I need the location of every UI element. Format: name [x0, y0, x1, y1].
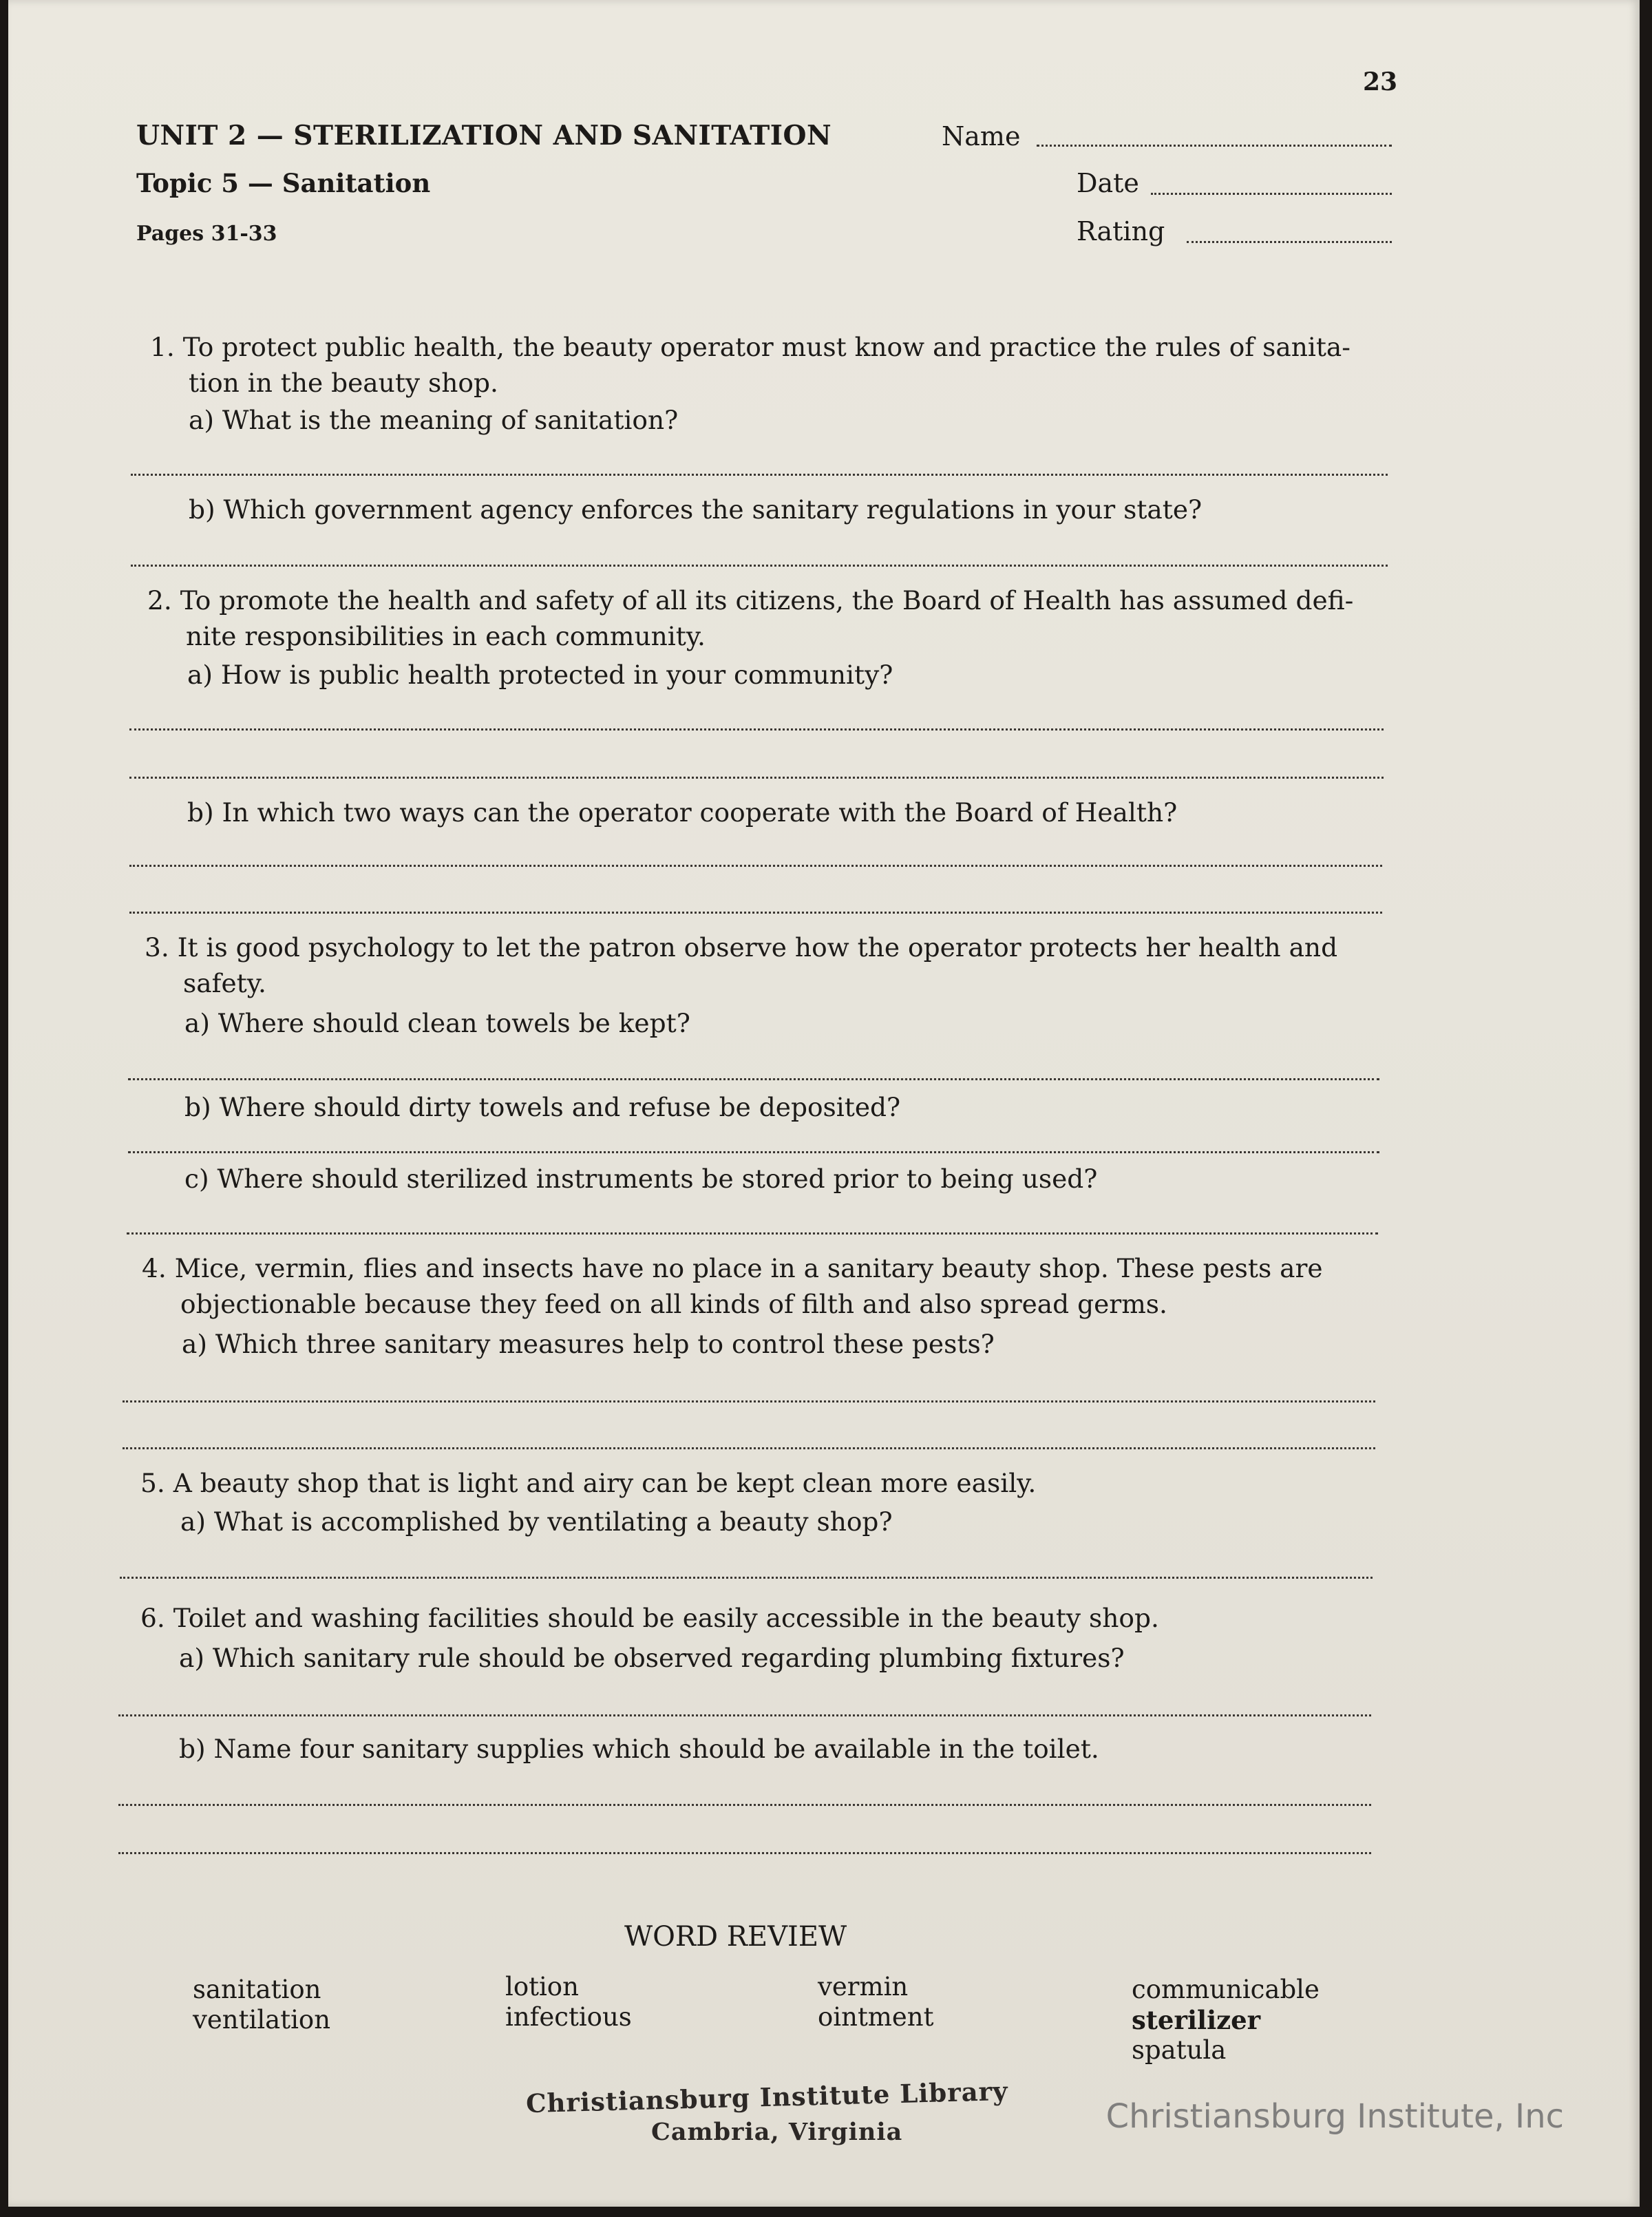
- question-6b: b) Name four sanitary supplies which should be available in the toilet.: [179, 1734, 1099, 1764]
- question-3c: c) Where should sterilized instruments be stored prior to being used?: [184, 1164, 1098, 1194]
- answer-line-5a[interactable]: [120, 1577, 1373, 1579]
- answer-line-3b[interactable]: [128, 1151, 1379, 1153]
- word-review-column-4: [1132, 1975, 1320, 2066]
- question-1b: b) Which government agency enforces the sanitary regulations in your state?: [189, 494, 1203, 525]
- watermark: Christiansburg Institute, Inc: [1105, 2097, 1564, 2136]
- answer-line-4a-1[interactable]: [123, 1400, 1375, 1402]
- rating-label: Rating: [1077, 216, 1165, 246]
- date-label: Date: [1077, 168, 1139, 198]
- answer-line-2b-2[interactable]: [129, 912, 1382, 914]
- question-6-text: 6. Toilet and washing facilities should be easily accessible in the beauty shop.: [140, 1603, 1159, 1633]
- word-review-column-3: [818, 1972, 934, 2032]
- name-field[interactable]: [1037, 145, 1392, 147]
- pages-reference: Pages 31-33: [136, 222, 277, 246]
- question-4a: a) Which three sanitary measures help to control these pests?: [182, 1329, 995, 1359]
- answer-line-4a-2[interactable]: [123, 1447, 1375, 1449]
- word-review-title: WORD REVIEW: [624, 1921, 847, 1953]
- question-2b: b) In which two ways can the operator cooperate with the Board of Health?: [187, 797, 1178, 828]
- topic-title: Topic 5 — Sanitation: [136, 168, 431, 198]
- word-review-column-2: [505, 1972, 632, 2032]
- date-field[interactable]: [1151, 193, 1392, 195]
- question-2-text: 2. To promote the health and safety of all its citizens, the Board of Health has assumed defi- nite responsibilities in each community.: [147, 585, 1354, 651]
- answer-line-6a[interactable]: [118, 1714, 1371, 1716]
- answer-line-2a-1[interactable]: [129, 728, 1384, 731]
- question-2a: a) How is public health protected in your community?: [187, 660, 893, 690]
- answer-line-6b-1[interactable]: [118, 1804, 1371, 1806]
- name-label: Name: [942, 121, 1021, 151]
- question-1a: a) What is the meaning of sanitation?: [189, 405, 679, 435]
- word-review-column-1: [193, 1975, 330, 2035]
- answer-line-3a[interactable]: [128, 1078, 1379, 1080]
- word-review-term: sanitation: [193, 1975, 321, 2004]
- word-review-term: communicable: [1132, 1975, 1320, 2004]
- question-5-text: 5. A beauty shop that is light and airy can be kept clean more easily.: [140, 1468, 1037, 1498]
- question-6a: a) Which sanitary rule should be observed regarding plumbing fixtures?: [179, 1643, 1125, 1673]
- question-3b: b) Where should dirty towels and refuse be deposited?: [184, 1092, 901, 1122]
- word-review-term: lotion: [505, 1972, 579, 2001]
- word-review-term: ventilation: [193, 2005, 331, 2035]
- unit-title: UNIT 2 — STERILIZATION AND SANITATION: [136, 120, 832, 151]
- word-review-term: vermin: [818, 1972, 909, 2001]
- question-3-text: 3. It is good psychology to let the patron observe how the operator protects her health and safety.: [145, 932, 1338, 998]
- answer-line-3c[interactable]: [127, 1232, 1378, 1234]
- word-review-term: ointment: [818, 2002, 934, 2032]
- word-review-term: infectious: [505, 2002, 632, 2032]
- answer-line-1b[interactable]: [131, 565, 1388, 567]
- library-stamp-line-2: Cambria, Virginia: [651, 2118, 903, 2146]
- question-5a: a) What is accomplished by ventilating a beauty shop?: [180, 1506, 893, 1537]
- question-3a: a) Where should clean towels be kept?: [184, 1008, 690, 1038]
- worksheet-page: [8, 0, 1640, 2207]
- answer-line-2a-2[interactable]: [129, 777, 1384, 779]
- answer-line-2b-1[interactable]: [129, 865, 1382, 867]
- word-review-term: spatula: [1132, 2035, 1227, 2065]
- question-1-text: 1. To protect public health, the beauty operator must know and practice the rules of sanita- tion in the beauty shop.: [150, 332, 1351, 398]
- answer-line-1a[interactable]: [131, 474, 1388, 476]
- rating-field[interactable]: [1187, 241, 1392, 243]
- page-number: 23: [1363, 67, 1398, 96]
- question-4-text: 4. Mice, vermin, flies and insects have no place in a sanitary beauty shop. These pests are objectionable because they feed on all kinds of filth and also spread germs.: [142, 1253, 1323, 1319]
- word-review-term: sterilizer: [1132, 2005, 1261, 2035]
- answer-line-6b-2[interactable]: [118, 1852, 1371, 1854]
- library-stamp-line-1: Christiansburg Institute Library: [525, 2075, 1009, 2119]
